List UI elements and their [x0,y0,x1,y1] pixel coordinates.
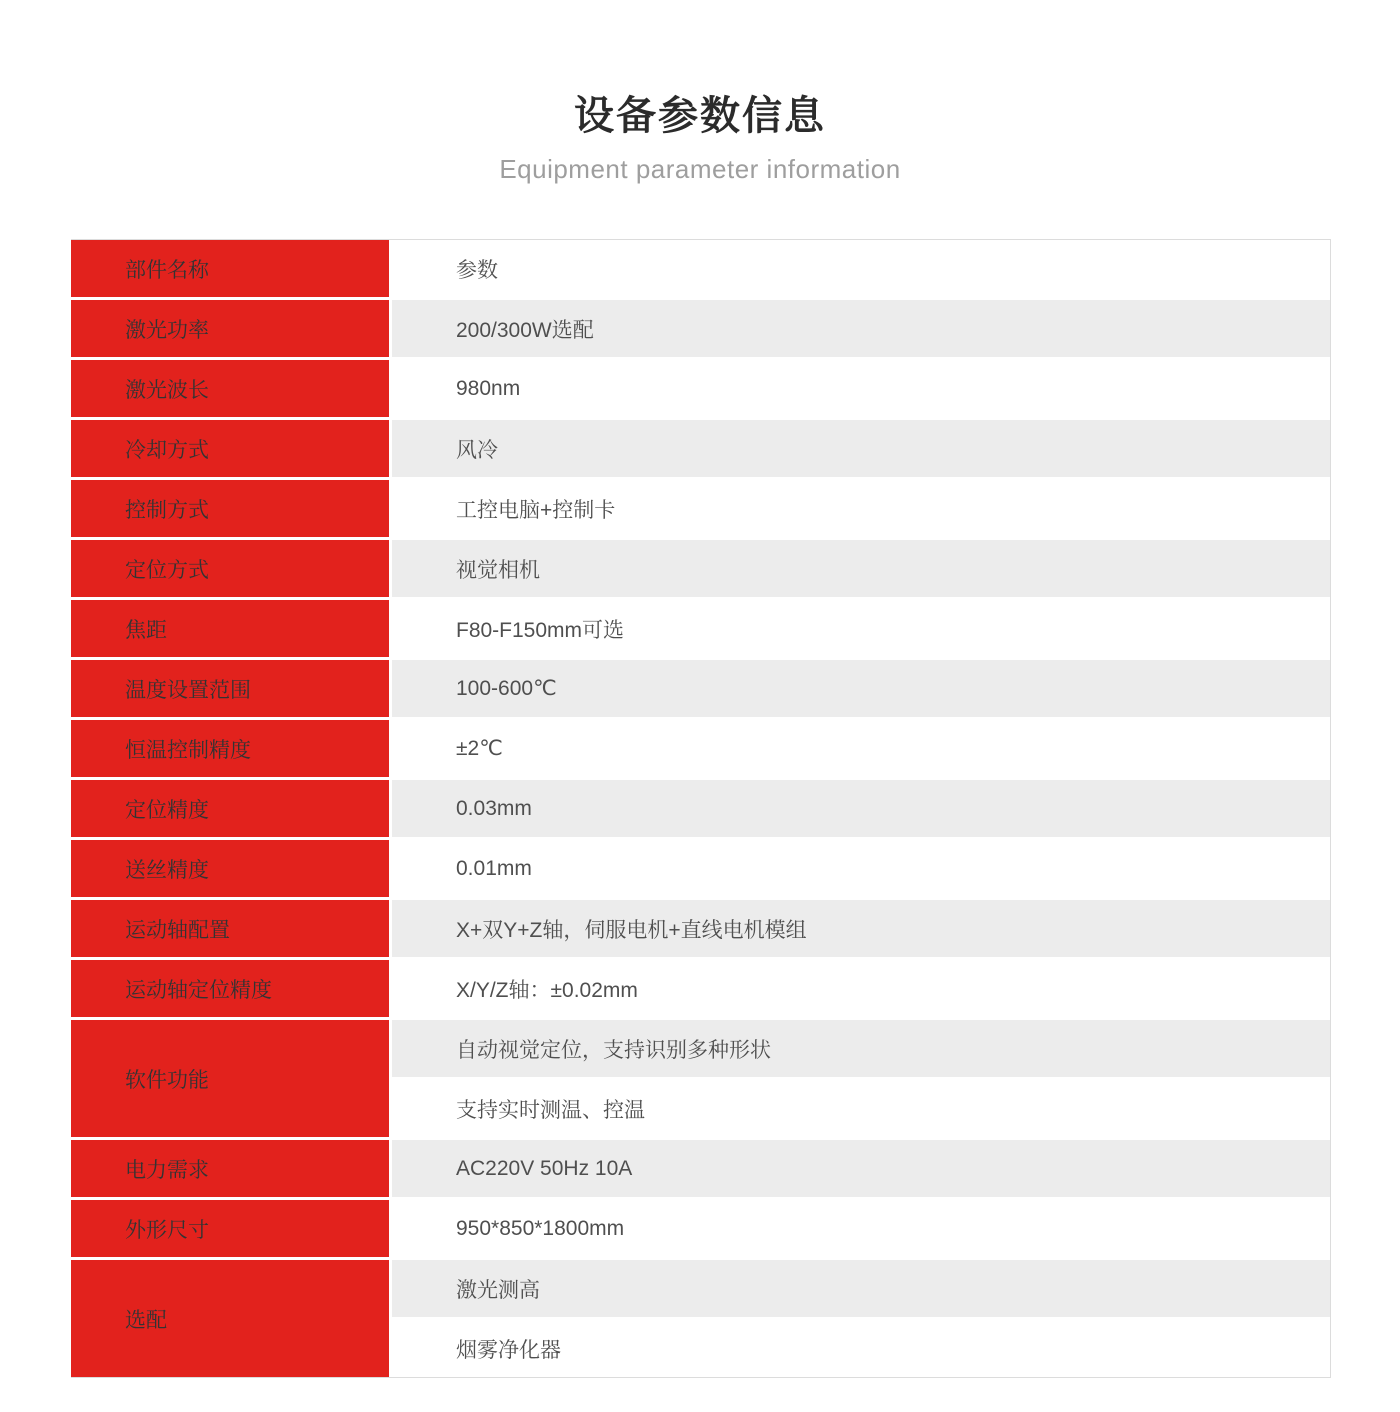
value-column [392,360,1330,417]
param-value-cell: 参数 [392,240,1330,297]
table-row-group [71,420,1330,477]
param-label-cell: 送丝精度 [71,840,389,897]
value-column [392,960,1330,1017]
table-row-group [71,660,1330,717]
param-value-cell: 支持实时测温、控温 [392,1080,1330,1137]
param-value-cell: 980nm [392,360,1330,417]
table-row-group [71,600,1330,657]
table-row-group [71,720,1330,777]
value-column [392,780,1330,837]
parameter-table [71,239,1331,1378]
param-label-cell: 运动轴定位精度 [71,960,389,1017]
param-value-cell: ±2℃ [392,720,1330,777]
param-label-cell: 恒温控制精度 [71,720,389,777]
param-value-cell: 950*850*1800mm [392,1200,1330,1257]
page-title: 设备参数信息 [574,94,826,138]
table-row-group [71,900,1330,957]
param-label-cell: 选配 [71,1260,389,1377]
table-row-group [71,1200,1330,1257]
value-column [392,300,1330,357]
table-row-group [71,1260,1330,1377]
param-value-cell: X/Y/Z轴：±0.02mm [392,960,1330,1017]
page-header [0,0,1400,184]
param-label-cell: 冷却方式 [71,420,389,477]
value-column [392,540,1330,597]
table-row-group [71,540,1330,597]
value-column [392,1260,1330,1377]
param-label-cell: 激光功率 [71,300,389,357]
table-row-group [71,1020,1330,1137]
value-column [392,1200,1330,1257]
table-row-group [71,300,1330,357]
param-label-cell: 焦距 [71,600,389,657]
param-value-cell: 0.03mm [392,780,1330,837]
param-value-cell: 100-600℃ [392,660,1330,717]
value-column [392,420,1330,477]
param-value-cell: 视觉相机 [392,540,1330,597]
param-label-cell: 软件功能 [71,1020,389,1137]
param-label-cell: 定位精度 [71,780,389,837]
value-column [392,480,1330,537]
param-label-cell: 温度设置范围 [71,660,389,717]
table-row-group [71,240,1330,297]
table-row-group [71,1140,1330,1197]
value-column [392,660,1330,717]
param-label-cell: 运动轴配置 [71,900,389,957]
param-label-cell: 部件名称 [71,240,389,297]
table-row-group [71,360,1330,417]
value-column [392,720,1330,777]
param-label-cell: 激光波长 [71,360,389,417]
param-label-cell: 电力需求 [71,1140,389,1197]
value-column [392,1020,1330,1137]
value-column [392,1140,1330,1197]
param-value-cell: F80-F150mm可选 [392,600,1330,657]
page-subtitle: Equipment parameter information [499,154,901,184]
param-value-cell: 工控电脑+控制卡 [392,480,1330,537]
value-column [392,840,1330,897]
table-row-group [71,780,1330,837]
value-column [392,600,1330,657]
param-value-cell: 风冷 [392,420,1330,477]
param-label-cell: 外形尺寸 [71,1200,389,1257]
value-column [392,900,1330,957]
param-value-cell: 激光测高 [392,1260,1330,1317]
param-label-cell: 控制方式 [71,480,389,537]
table-row-group [71,840,1330,897]
param-label-cell: 定位方式 [71,540,389,597]
param-value-cell: 200/300W选配 [392,300,1330,357]
value-column [392,240,1330,297]
param-value-cell: 烟雾净化器 [392,1320,1330,1377]
table-row-group [71,960,1330,1017]
param-value-cell: 0.01mm [392,840,1330,897]
table-row-group [71,480,1330,537]
param-value-cell: AC220V 50Hz 10A [392,1140,1330,1197]
param-value-cell: 自动视觉定位，支持识别多种形状 [392,1020,1330,1077]
param-value-cell: X+双Y+Z轴，伺服电机+直线电机模组 [392,900,1330,957]
